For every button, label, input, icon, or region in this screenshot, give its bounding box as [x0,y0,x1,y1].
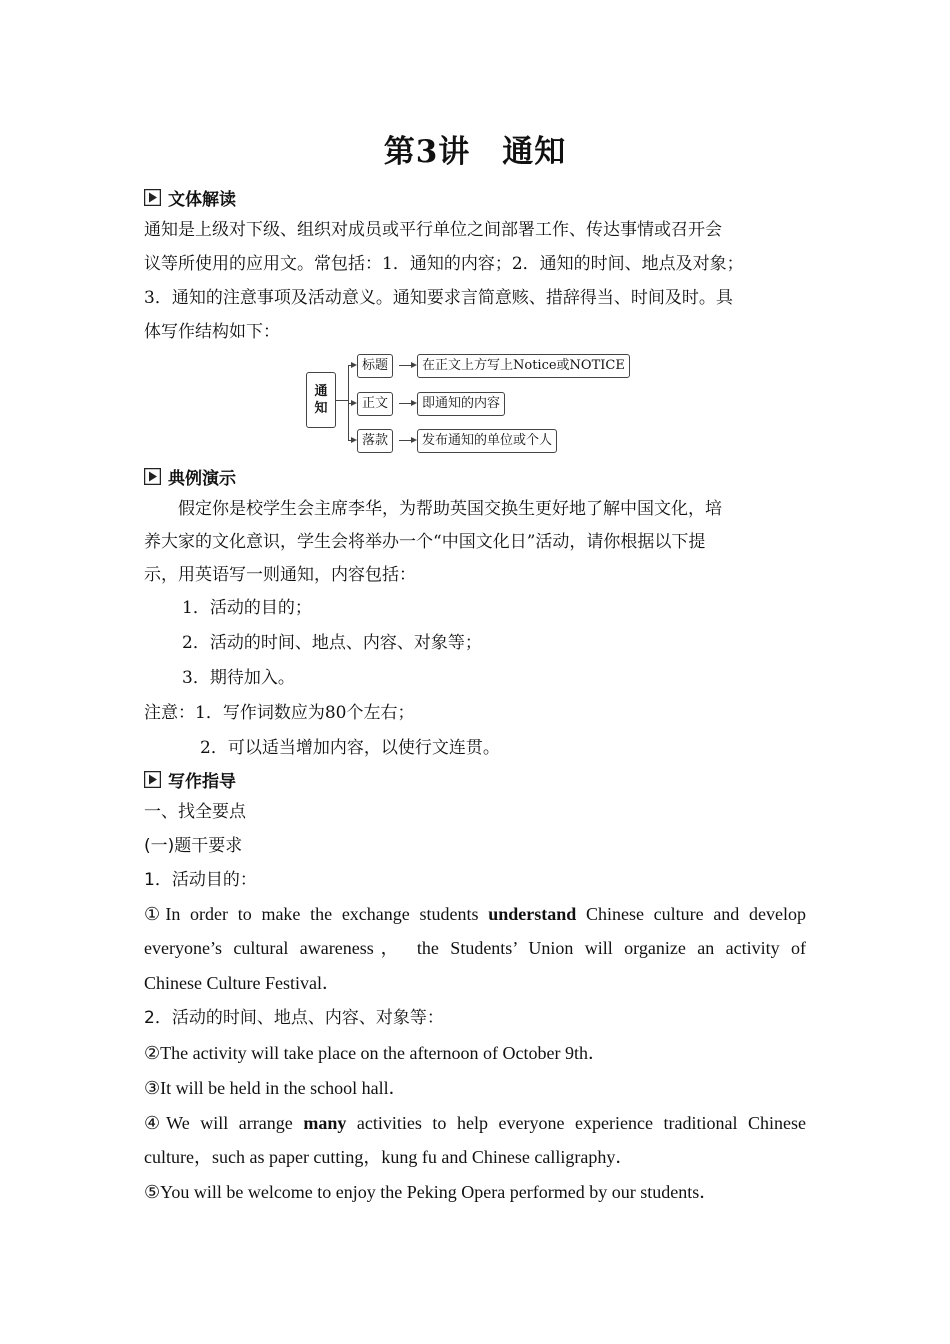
intro-line: 3．通知的注意事项及活动意义。通知要求言简意赅、措辞得当、时间及时。具 [144,288,733,308]
guide-subheading: (一)题干要求 [144,836,243,856]
sentence-text: Chinese culture and develop [576,904,806,924]
sentence-text: ①In order to make the exchange students [144,904,489,924]
guide-heading: 一、找全要点 [144,802,246,822]
sentence-text: activities to help everyone experience traditional Chinese [346,1113,807,1133]
sentence-text: ④We will arrange [144,1113,304,1133]
intro-line: 体写作结构如下： [144,322,280,342]
diagram-desc-node: 在正文上方写上Notice或NOTICE [417,354,630,378]
example-point: 2．活动的时间、地点、内容、对象等； [182,633,482,653]
english-sentence-4 [144,1111,806,1135]
guide-point-label: 1．活动目的： [144,870,257,890]
play-square-icon [144,771,161,788]
english-sentence-1-line-3: Chinese Culture Festival． [144,973,340,993]
diagram-label-node: 正文 [357,392,393,416]
english-sentence-4-line-2: culture，such as paper cutting，kung fu and Chinese calligraphy． [144,1147,634,1167]
page-title: 第3讲 通知 [383,134,567,170]
diagram-desc-node: 即通知的内容 [417,392,505,416]
example-point: 3．期待加入。 [182,668,295,688]
note-line: 注意：1．写作词数应为80个左右； [144,703,415,723]
section-heading-genre-label: 文体解读 [168,189,236,210]
guide-point-label: 2．活动的时间、地点、内容、对象等： [144,1008,444,1028]
section-heading-example-label: 典例演示 [168,468,236,489]
english-sentence-5: ⑤You will be welcome to enjoy the Peking Opera performed by our students． [144,1182,718,1202]
english-sentence-1 [144,902,806,926]
intro-line: 议等所使用的应用文。常包括：1．通知的内容；2．通知的时间、地点及对象； [144,254,744,274]
english-sentence-1-line-2: everyone’s cultural awareness， the Students’ Union will organize an activity of [144,938,806,958]
note-line: 2．可以适当增加内容，以使行文连贯。 [200,738,500,758]
section-heading-genre [144,185,236,209]
structure-diagram [304,352,644,456]
diagram-desc-node: 发布通知的单位或个人 [417,429,557,453]
example-line: 假定你是校学生会主席李华，为帮助英国交换生更好地了解中国文化，培 [144,499,722,519]
diagram-label-node: 标题 [357,354,393,378]
section-heading-guide [144,767,236,791]
diagram-connector [336,400,348,401]
intro-line: 通知是上级对下级、组织对成员或平行单位之间部署工作、传达事情或召开会 [144,220,722,240]
section-heading-example [144,464,236,488]
diagram-root-node: 通 知 [306,372,336,428]
example-line: 养大家的文化意识，学生会将举办一个“中国文化日”活动，请你根据以下提 [144,532,706,552]
keyword: many [303,1113,347,1133]
english-sentence-2: ②The activity will take place on the afternoon of October 9th． [144,1043,606,1063]
section-heading-guide-label: 写作指导 [168,771,236,792]
diagram-label-node: 落款 [357,429,393,453]
play-square-icon [144,468,161,485]
play-square-icon [144,189,161,206]
english-sentence-3: ③It will be held in the school hall． [144,1078,407,1098]
keyword: understand [488,904,577,924]
example-point: 1．活动的目的； [182,598,312,618]
example-line: 示，用英语写一则通知，内容包括： [144,565,416,585]
